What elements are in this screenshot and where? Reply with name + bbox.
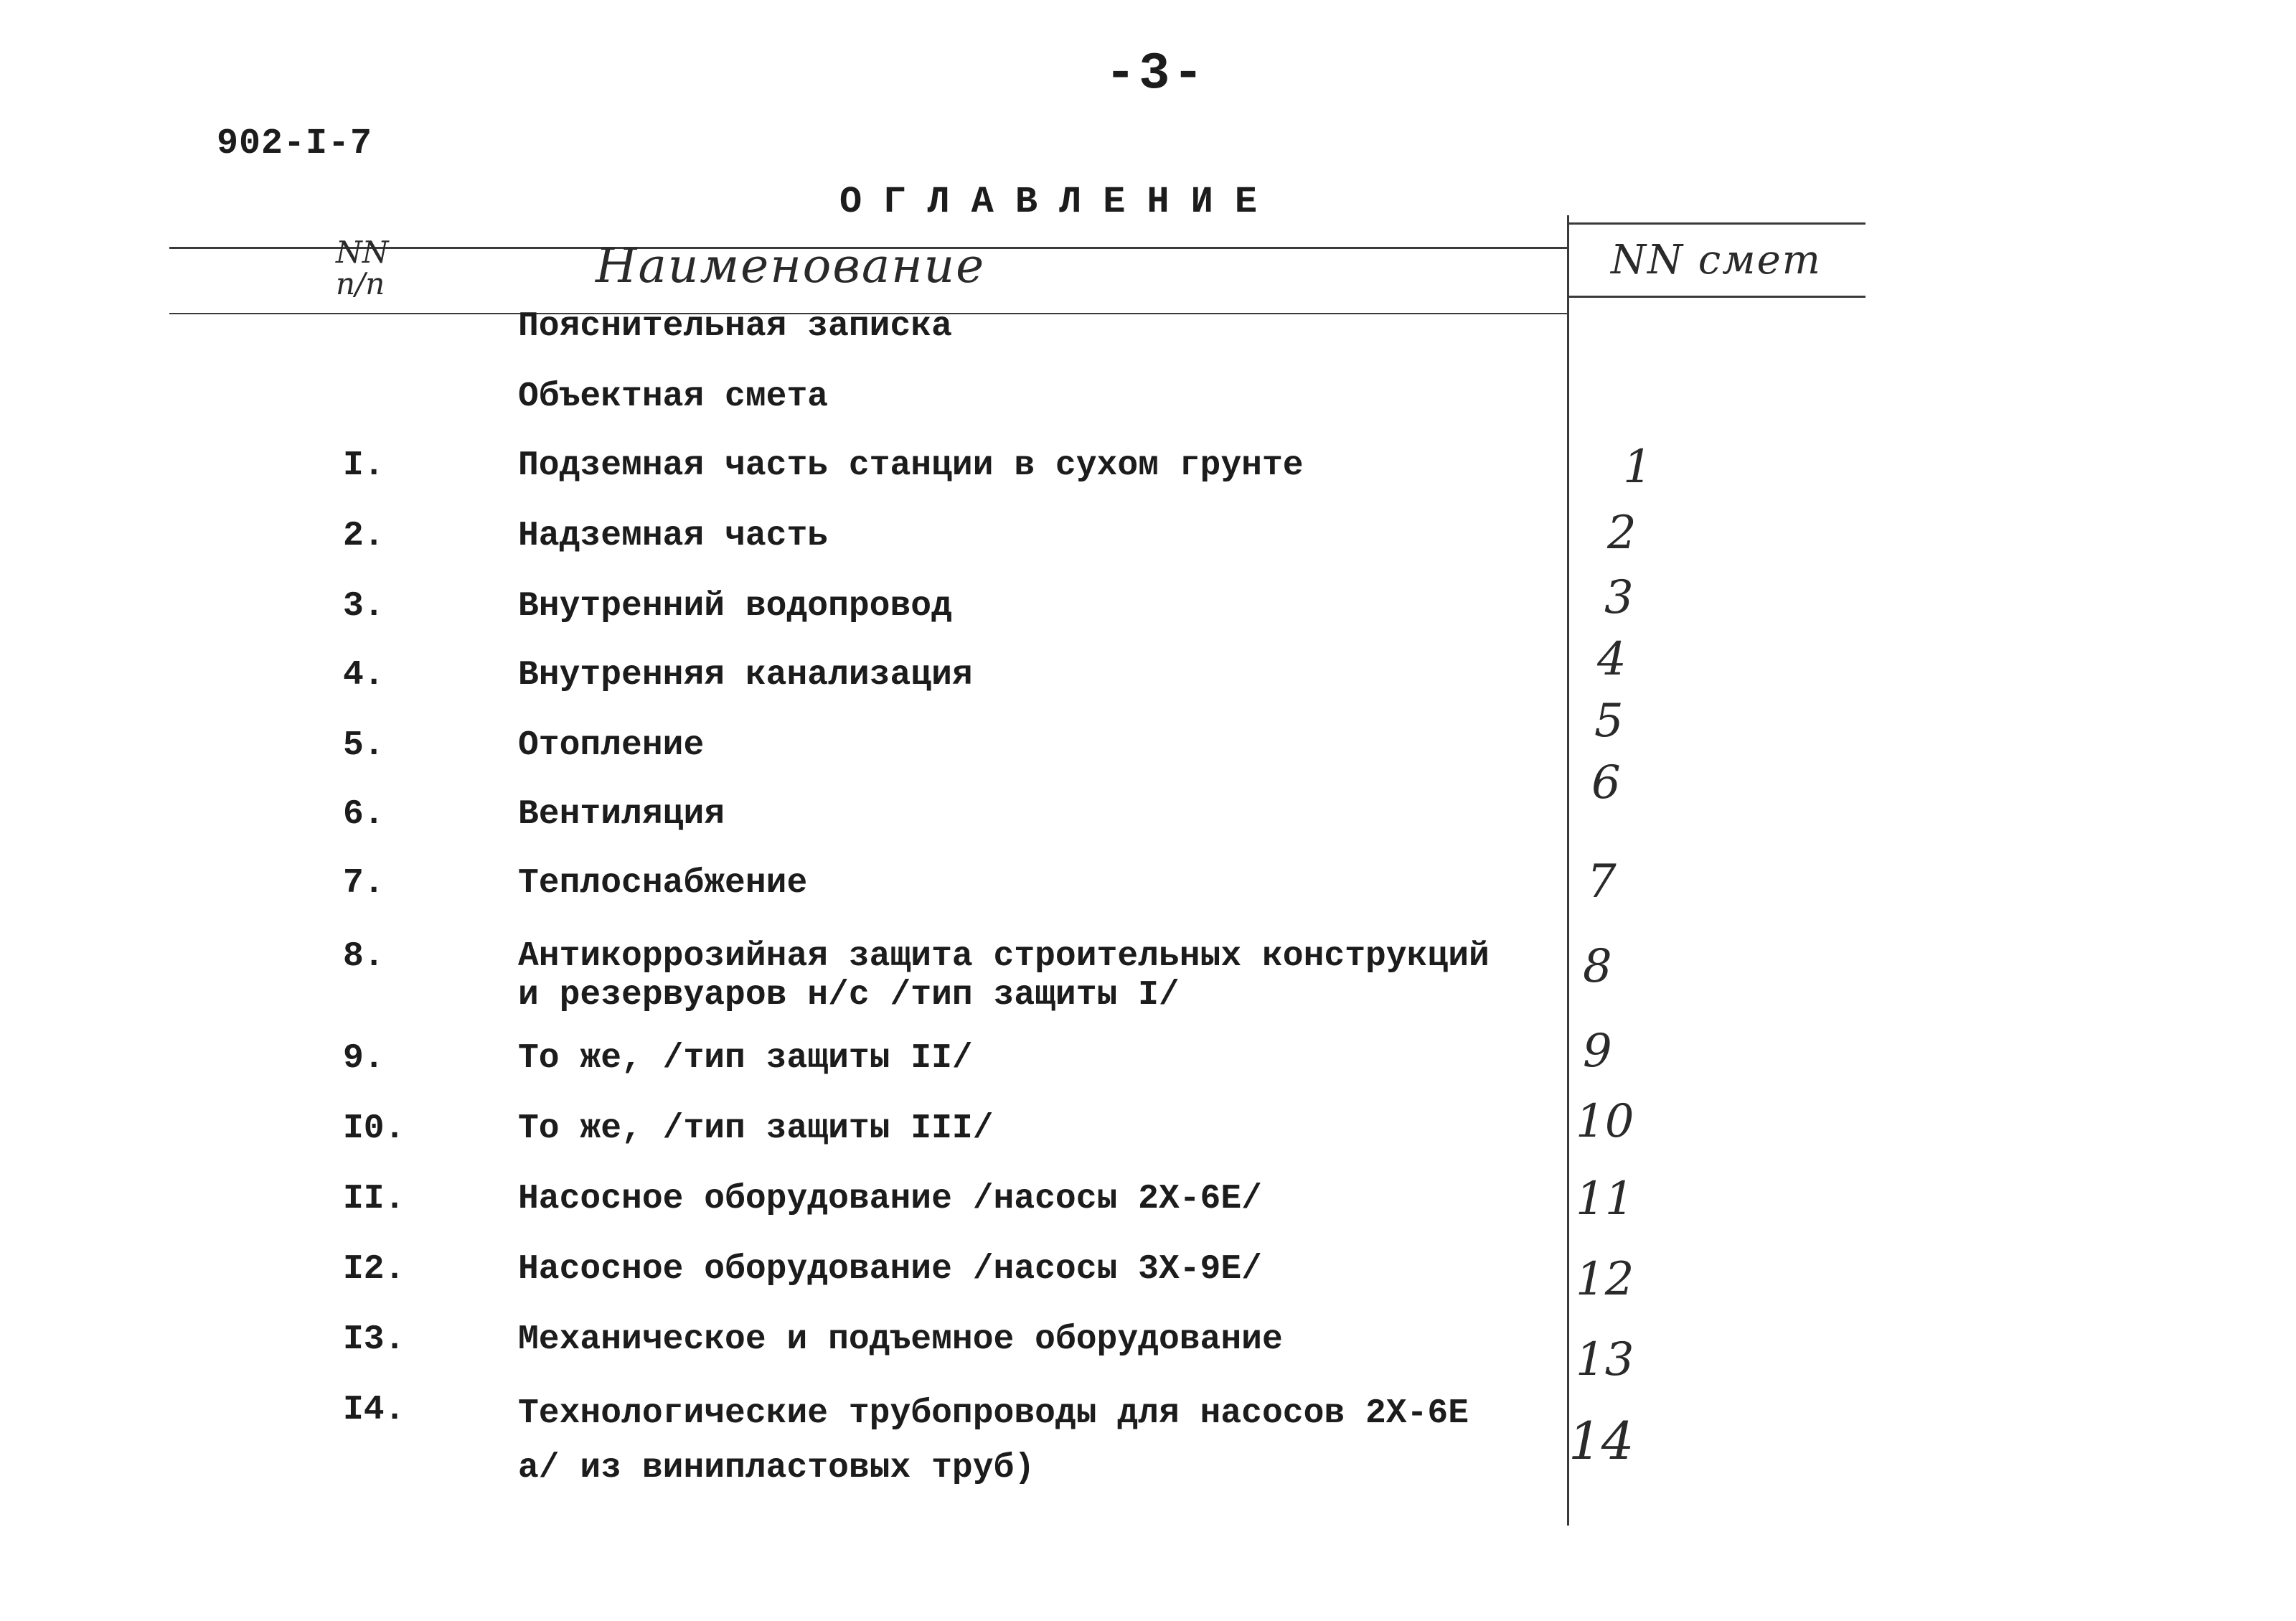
row-estimate: 2 — [1607, 507, 1637, 560]
row-number: I. — [343, 446, 385, 485]
row-name-line-1: Антикоррозийная защита строительных конструкций — [518, 937, 1490, 976]
column-divider — [1567, 215, 1569, 1526]
row-estimate: 14 — [1568, 1411, 1634, 1471]
header-number: NN п/п — [336, 235, 389, 301]
document-title: ОГЛАВЛЕНИЕ — [839, 181, 1279, 223]
row-name: Пояснительная записка — [518, 307, 952, 346]
row-name-line-2: а/ из винипластовых труб) — [518, 1449, 1035, 1488]
row-number: I4. — [343, 1391, 405, 1429]
row-estimate: 7 — [1587, 855, 1617, 908]
row-name: Вентиляция — [518, 795, 725, 834]
row-name: Объектная смета — [518, 377, 829, 416]
header-bottom-rule-right — [1568, 296, 1866, 298]
header-top-rule-right — [1568, 222, 1866, 225]
row-estimate: 10 — [1576, 1095, 1634, 1148]
document-code: 902-I-7 — [217, 123, 373, 164]
row-number: 5. — [343, 726, 385, 765]
row-estimate: 5 — [1594, 695, 1624, 748]
row-name: То же, /тип защиты III/ — [518, 1109, 994, 1148]
row-number: I3. — [343, 1320, 405, 1359]
row-name: Отопление — [518, 726, 705, 765]
row-name: Внутренний водопровод — [518, 587, 952, 626]
row-name: Механическое и подъемное оборудование — [518, 1320, 1283, 1359]
row-name: Насосное оборудование /насосы 2Х-6Е/ — [518, 1180, 1262, 1218]
row-estimate: 3 — [1604, 571, 1634, 624]
row-number: 6. — [343, 795, 385, 834]
row-name-line-2: и резервуаров н/с /тип защиты I/ — [518, 976, 1180, 1015]
row-name: Надземная часть — [518, 517, 829, 555]
row-number: II. — [343, 1180, 405, 1218]
page-number: -3- — [1105, 44, 1207, 103]
row-number: 2. — [343, 517, 385, 555]
row-estimate: 11 — [1576, 1173, 1634, 1226]
row-number: 7. — [343, 864, 385, 903]
row-estimate: 1 — [1623, 441, 1652, 494]
header-name: Наименование — [596, 238, 986, 293]
row-estimate: 8 — [1583, 940, 1612, 993]
row-name: То же, /тип защиты II/ — [518, 1039, 973, 1078]
row-number: I0. — [343, 1109, 405, 1148]
row-name-line-1: Технологические трубопроводы для насосов 2Х-6Е — [518, 1394, 1469, 1433]
row-number: 8. — [343, 937, 385, 976]
header-estimate: NN смет — [1611, 237, 1822, 283]
row-name: Насосное оборудование /насосы 3Х-9Е/ — [518, 1250, 1262, 1289]
row-name: Теплоснабжение — [518, 864, 808, 903]
row-number: 4. — [343, 656, 385, 695]
row-estimate: 9 — [1583, 1025, 1612, 1078]
row-number: 3. — [343, 587, 385, 626]
row-estimate: 4 — [1597, 633, 1627, 686]
row-name: Внутренняя канализация — [518, 656, 973, 695]
row-name — [518, 937, 1490, 1015]
row-estimate: 13 — [1576, 1333, 1634, 1386]
row-number: I2. — [343, 1250, 405, 1289]
row-number: 9. — [343, 1039, 385, 1078]
row-estimate: 12 — [1576, 1253, 1634, 1306]
row-name — [518, 1386, 1469, 1495]
row-estimate: 6 — [1591, 756, 1621, 809]
row-name: Подземная часть станции в сухом грунте — [518, 446, 1304, 485]
